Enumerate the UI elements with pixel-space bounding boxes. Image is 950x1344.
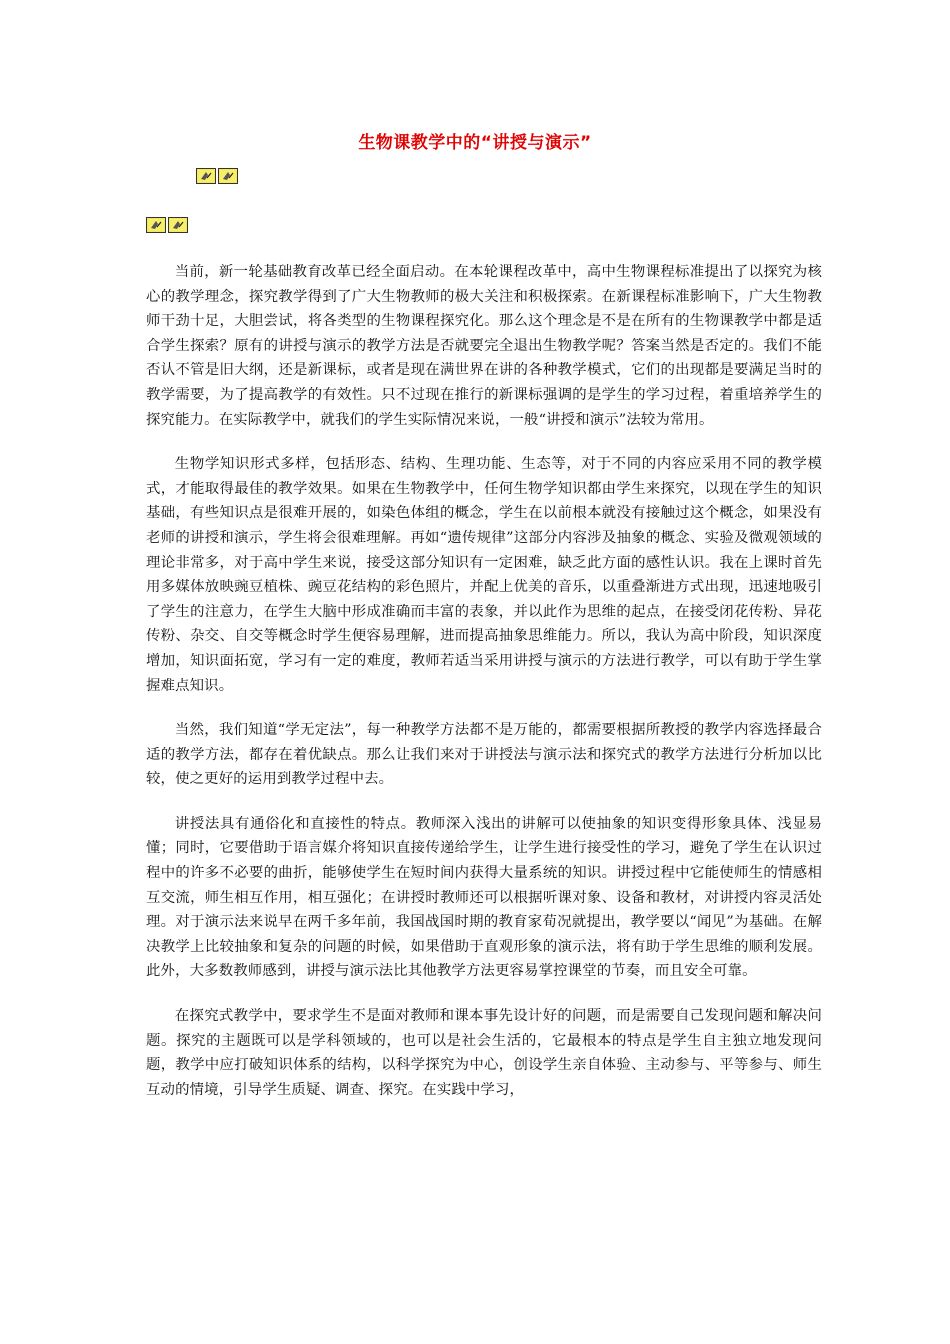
- image-icon: [168, 217, 188, 233]
- paragraph: 生物学知识形式多样，包括形态、结构、生理功能、生态等，对于不同的内容应采用不同的教学模式，才能取得最佳的教学效果。如果在生物教学中，任何生物学知识都由学生来探究，以现在学生的知识基础，有些知识点是很难开展的，如染色体组的概念，学生在以前根本就没有接触过这个概念，如果没有老师的讲授和演示，学生将会很难理解。再如“遗传规律”这部分内容涉及抽象的概念、实验及微观领域的理论非常多，对于高中学生来说，接受这部分知识有一定困难，缺乏此方面的感性认识。我在上课时首先用多媒体放映豌豆植株、豌豆花结构的彩色照片，并配上优美的音乐，以重叠渐进方式出现，迅速地吸引了学生的注意力，在学生大脑中形成准确而丰富的表象，并以此作为思维的起点，在接受闭花传粉、异花传粉、杂交、自交等概念时学生便容易理解，进而提高抽象思维能力。所以，我认为高中阶段，知识深度增加，知识面拓宽，学习有一定的难度，教师若适当采用讲授与演示的方法进行教学，可以有助于学生掌握难点知识。: [146, 456, 822, 694]
- image-icon: [196, 168, 216, 184]
- article-body: [146, 260, 822, 1122]
- paragraph: 在探究式教学中，要求学生不是面对教师和课本事先设计好的问题，而是需要自己发现问题和解决问题。探究的主题既可以是学科领域的，也可以是社会生活的，它最根本的特点是学生自主独立地发现问题，教学中应打破知识体系的结构，以科学探究为中心，创设学生亲自体验、主动参与、平等参与、师生互动的情境，引导学生质疑、调查、探究。在实践中学习，: [146, 1008, 822, 1098]
- image-icon-group-1: [196, 168, 238, 184]
- image-icon: [146, 217, 166, 233]
- paragraph: 讲授法具有通俗化和直接性的特点。教师深入浅出的讲解可以使抽象的知识变得形象具体、浅显易懂；同时，它要借助于语言媒介将知识直接传递给学生，让学生进行接受性的学习，避免了学生在认识过程中的许多不必要的曲折，能够使学生在短时间内获得大量系统的知识。讲授过程中它能使师生的情感相互交流，师生相互作用，相互强化；在讲授时教师还可以根据听课对象、设备和教材，对讲授内容灵活处理。对于演示法来说早在两千多年前，我国战国时期的教育家荀况就提出，教学要以“闻见”为基础。在解决教学上比较抽象和复杂的问题的时候，如果借助于直观形象的演示法，将有助于学生思维的顺利发展。此外，大多数教师感到，讲授与演示法比其他教学方法更容易掌控课堂的节奏，而且安全可靠。: [146, 815, 822, 980]
- page-title: 生物课教学中的“讲授与演示”: [358, 133, 592, 153]
- image-icon-group-2: [146, 217, 188, 233]
- paragraph: 当然，我们知道“学无定法”，每一种教学方法都不是万能的，都需要根据所教授的教学内容选择最合适的教学方法，都存在着优缺点。那么让我们来对于讲授法与演示法和探究式的教学方法进行分析加以比较，使之更好的运用到教学过程中去。: [146, 722, 822, 788]
- image-icon: [218, 168, 238, 184]
- paragraph: 当前，新一轮基础教育改革已经全面启动。在本轮课程改革中，高中生物课程标准提出了以探究为核心的教学理念，探究教学得到了广大生物教师的极大关注和积极探索。在新课程标准影响下，广大生物教师干劲十足，大胆尝试，将各类型的生物课程探究化。那么这个理念是不是在所有的生物课教学中都是适合学生探索？原有的讲授与演示的教学方法是否就要完全退出生物教学呢？答案当然是否定的。我们不能否认不管是旧大纲，还是新课标，或者是现在满世界在讲的各种教学模式，它们的出现都是要满足当时的教学需要，为了提高教学的有效性。只不过现在推行的新课标强调的是学生的学习过程，着重培养学生的探究能力。在实际教学中，就我们的学生实际情况来说，一般“讲授和演示”法较为常用。: [146, 264, 822, 428]
